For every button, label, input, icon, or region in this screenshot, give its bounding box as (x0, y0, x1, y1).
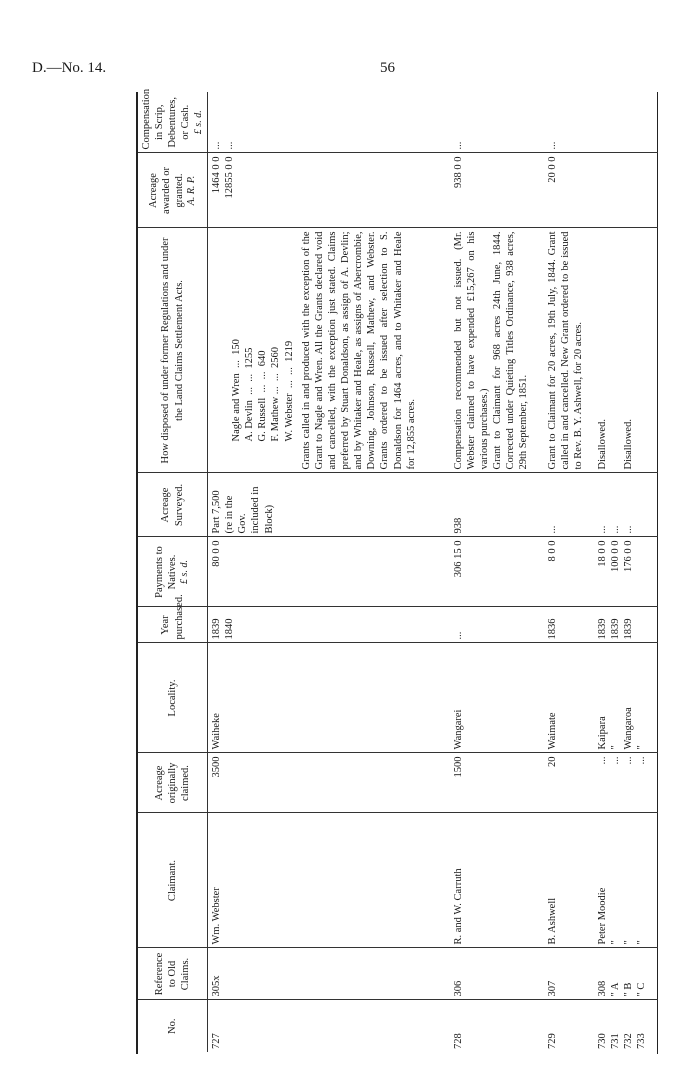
cell-ref: 307 (544, 948, 593, 1000)
cell-locality: Kaipara " Wangaroa " (594, 643, 658, 753)
cell-awarded: 938 0 0 (450, 153, 544, 228)
col-header-claimant: Claimant. (138, 813, 208, 948)
cell-compensation (594, 92, 658, 153)
cell-ref: 305x (208, 948, 450, 1000)
grantee-list (230, 232, 296, 442)
cell-no: 729 (547, 1033, 559, 1049)
cell-disposal (544, 228, 593, 473)
land-claims-table (138, 88, 658, 1052)
cell-compensation: ... (450, 92, 544, 153)
col-header-surveyed: Acreage Surveyed. (138, 473, 208, 537)
cell-claimant: B. Ashwell (544, 813, 593, 948)
grantee-entry: W. Webster ... ... 1219 (283, 340, 295, 442)
document-id: D.—No. 14. (32, 60, 107, 76)
table-row (208, 92, 450, 1052)
cell-compensation: ... (544, 92, 593, 153)
cell-compensation: ... ... (208, 92, 450, 153)
payments-title: Payments to Natives. (154, 546, 179, 598)
land-claims-table-rotated (138, 88, 658, 1052)
disposal-text: Disallowed. Disallowed. (596, 419, 634, 470)
cell-payments: 306 15 0 (450, 537, 544, 607)
col-header-payments (138, 537, 208, 607)
cell-locality: Waiheke (208, 643, 450, 753)
cell-claimant: Wm. Webster (208, 813, 450, 948)
cell-ref: 306 (450, 948, 544, 1000)
cell-surveyed: Part 7,500 (re in the Gov. included in Block) (208, 473, 450, 537)
cell-year: 1836 (544, 607, 593, 643)
col-header-awarded (138, 153, 208, 228)
awarded-title: Acreage awarded or granted. (147, 167, 185, 214)
cell-disposal (208, 228, 450, 473)
table-row (450, 92, 544, 1052)
cell-surveyed: 938 (450, 473, 544, 537)
col-header-reference: Reference to Old Claims. (138, 948, 208, 1000)
cell-year: ... (450, 607, 544, 643)
cell-locality: Waimate (544, 643, 593, 753)
col-header-locality: Locality. (138, 643, 208, 753)
grantee-entry: Nagle and Wren ... 150 (231, 339, 242, 442)
table-body (208, 92, 659, 1052)
cell-acreage-claimed: 3500 (208, 753, 450, 813)
awarded-units: A. R. P. (185, 175, 197, 206)
disposal-text: Grant to Claimant for 20 acres, 19th July, 1844. Grant called in and cancelled. New Grant ordered to be issued to Rev. B. Y. Ashwell, for 20 acres. (547, 231, 585, 470)
cell-no: 727 (211, 1033, 222, 1049)
col-header-no: No. (138, 1000, 208, 1052)
cell-locality: Wangarei (450, 643, 544, 753)
col-header-compensation (138, 88, 208, 153)
cell-claimant: Peter Moodie " " " (594, 813, 658, 948)
cell-payments: 80 0 0 (208, 537, 450, 607)
cell-ref: 308 " A " B " C (594, 948, 658, 1000)
cell-awarded (594, 153, 658, 228)
col-header-disposal: How disposed of under former Regulations and under the Land Claims Settlement Acts. (138, 228, 208, 473)
grantee-entry: A. Devlin ... ... 1255 (244, 347, 256, 442)
cell-payments: 8 0 0 (544, 537, 593, 607)
disposal-text: Compensation recommended but not issued. (Mr. Webster claimed to have expended £15,267 on his various purchases.) Grant to Claimant for 968 acres 24th June, 1844. Corrected under Quieting Titles Ordinance, 938 acres, 29th September, 1851. (452, 231, 530, 470)
col-header-year: Year purchased. (138, 607, 208, 643)
cell-acreage-claimed: 20 (544, 753, 593, 813)
compensation-title: Compensation in Scrip, Debentures, or Cash. (141, 88, 192, 150)
cell-acreage-claimed: ... ... ... ... (594, 753, 658, 813)
disposal-text: Grants called in and produced with the exception of the Grant to Nagle and Wren. All the Grants declared void and cancelled, with the exception just stated. Claims preferred by Stuart Donaldson, as assign of A. Devlin; and by Whitaker and Heale, as assigns of Abercrombie, Downing, Johnson, Russell, Mathew, and Webster. Grants ordered to be issued after selection to S. Donaldson for 1464 acres, and to Whitaker and Heale for 12,855 acres. (300, 231, 417, 470)
table-row (544, 92, 593, 1052)
payments-units: £ s. d. (179, 560, 191, 584)
cell-no: 728 (452, 1033, 464, 1049)
col-header-acreage-claimed: Acreage originally claimed. (138, 753, 208, 813)
cell-acreage-claimed: 1500 (450, 753, 544, 813)
grantee-entry: G. Russell ... ... 640 (257, 350, 269, 442)
table-header-row (138, 92, 208, 1052)
cell-year: 1839 1840 (208, 607, 450, 643)
cell-year: 1839 1839 1839 (594, 607, 658, 643)
cell-awarded: 20 0 0 (544, 153, 593, 228)
table-row (594, 92, 658, 1052)
cell-claimant: R. and W. Carruth (450, 813, 544, 948)
cell-payments: 18 0 0 100 0 0 176 0 0 (594, 537, 658, 607)
cell-no: 730 731 732 733 (596, 1033, 647, 1049)
grantee-entry: F. Mathew ... ... 2560 (270, 346, 282, 442)
cell-disposal (450, 228, 544, 473)
cell-surveyed: ... (544, 473, 593, 537)
compensation-units: £ s. d. (192, 110, 204, 135)
cell-surveyed: ... ... ... (594, 473, 658, 537)
page-number: 56 (380, 60, 395, 76)
cell-disposal (594, 228, 658, 473)
cell-awarded: 1464 0 0 12855 0 0 (208, 153, 450, 228)
